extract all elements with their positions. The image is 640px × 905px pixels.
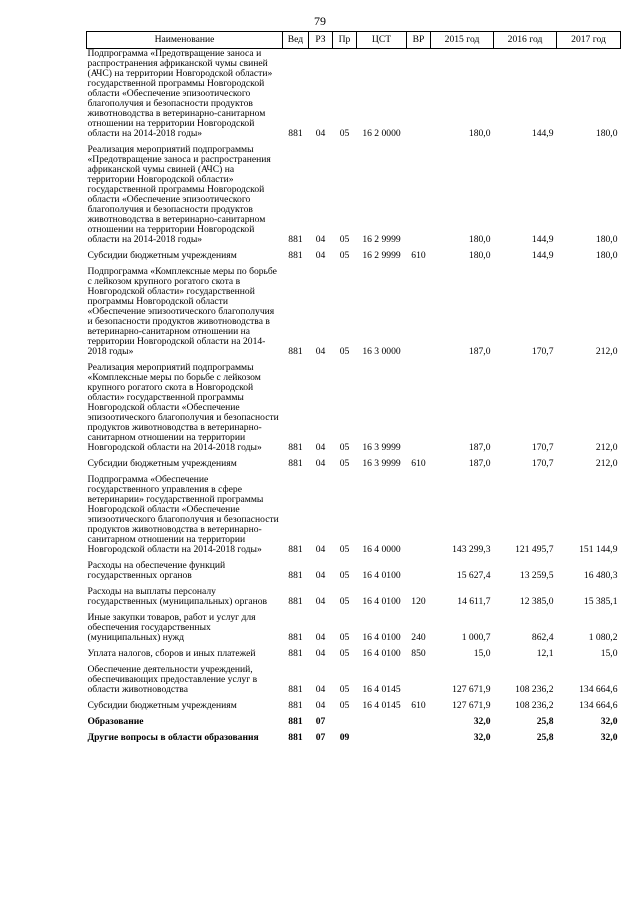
row-2016: 144,9 (531, 234, 554, 245)
row-rz: 04 (315, 128, 326, 139)
row-cst: 16 4 0100 (362, 596, 401, 607)
row-2017: 212,0 (595, 346, 618, 357)
row-vr (407, 555, 431, 581)
row-2015: 127 671,9 (452, 700, 491, 711)
row-2015: 187,0 (468, 458, 491, 469)
row-2016: 144,9 (531, 128, 554, 139)
row-2016: 144,9 (531, 250, 554, 261)
row-pr: 05 (339, 234, 350, 245)
row-2015: 187,0 (468, 442, 491, 453)
row-cst: 16 4 0145 (362, 684, 401, 695)
table-row (87, 659, 621, 695)
row-vr (407, 139, 431, 245)
row-rz: 07 (315, 716, 326, 727)
row-rz: 04 (315, 684, 326, 695)
row-2017: 134 664,6 (579, 700, 618, 711)
row-2017: 1 080,2 (588, 632, 618, 643)
row-2016: 862,4 (531, 632, 554, 643)
row-vr: 240 (411, 632, 426, 643)
row-cst: 16 2 9999 (362, 250, 401, 261)
row-rz: 04 (315, 544, 326, 555)
table-row (87, 727, 621, 743)
row-name: Образование (87, 716, 144, 727)
row-pr: 05 (339, 128, 350, 139)
row-2015: 14 611,7 (457, 596, 491, 607)
row-vr (407, 727, 431, 743)
row-ved: 881 (288, 632, 303, 643)
row-vr (407, 357, 431, 453)
row-name: Расходы на выплаты персоналу государственных (муниципальных) органов (87, 586, 268, 607)
row-2017: 16 480,3 (583, 570, 618, 581)
row-2017: 180,0 (595, 250, 618, 261)
row-pr: 09 (339, 732, 350, 743)
row-cst: 16 4 0000 (362, 544, 401, 555)
row-pr (333, 711, 357, 727)
row-name: Реализация мероприятий подпрограммы «Предотвращение заноса и распространения африканской чумы свиней (АЧС) на территории Новгородской области» государственной программы Новгородской области «Обеспечение эпизоотического благополучия и безопасности продуктов животноводства в ветеринарно-санитарном отношении на территории Новгородской области на 2014-2018 годы» (87, 144, 271, 245)
row-2017: 212,0 (595, 458, 618, 469)
header-ved: Вед (283, 32, 309, 49)
row-cst: 16 3 9999 (362, 442, 401, 453)
row-ved: 881 (288, 716, 303, 727)
row-vr (407, 49, 431, 140)
row-2017: 15 385,1 (583, 596, 618, 607)
row-2017: 134 664,6 (579, 684, 618, 695)
row-cst (357, 727, 407, 743)
table-row (87, 49, 621, 140)
budget-table (86, 31, 621, 743)
row-cst: 16 4 0100 (362, 648, 401, 659)
table-row (87, 139, 621, 245)
row-2015: 15 627,4 (456, 570, 491, 581)
table-row (87, 555, 621, 581)
row-vr (407, 261, 431, 357)
header-rz: РЗ (309, 32, 333, 49)
row-ved: 881 (288, 700, 303, 711)
row-name: Субсидии бюджетным учреждениям (87, 250, 237, 261)
row-vr (407, 469, 431, 555)
row-2017: 180,0 (595, 128, 618, 139)
row-2016: 12 385,0 (519, 596, 554, 607)
row-cst: 16 2 0000 (362, 128, 401, 139)
row-2016: 108 236,2 (515, 684, 554, 695)
row-name: Субсидии бюджетным учреждениям (87, 458, 237, 469)
row-2015: 143 299,3 (452, 544, 491, 555)
row-2015: 127 671,9 (452, 684, 491, 695)
row-vr: 850 (411, 648, 426, 659)
row-ved: 881 (288, 250, 303, 261)
row-name: Обеспечение деятельности учреждений, обеспечивающих предоставление услуг в области животноводства (87, 664, 258, 695)
table-header-row (87, 32, 621, 49)
row-ved: 881 (288, 544, 303, 555)
row-2015: 15,0 (473, 648, 491, 659)
row-pr: 05 (339, 250, 350, 261)
header-vr: ВР (407, 32, 431, 49)
row-rz: 04 (315, 442, 326, 453)
row-ved: 881 (288, 458, 303, 469)
row-name: Субсидии бюджетным учреждениям (87, 700, 237, 711)
row-cst: 16 4 0145 (362, 700, 401, 711)
row-name: Подпрограмма «Комплексные меры по борьбе с лейкозом крупного рогатого скота в Новгородской области» государственной программы Новгородской области «Обеспечение эпизоотического благополучия и безопасности продуктов животноводства в ветеринарно-санитарном отношении на территории Новгородской области на 2014-2018 годы» (87, 266, 277, 357)
row-rz: 04 (315, 648, 326, 659)
row-pr: 05 (339, 346, 350, 357)
row-name: Другие вопросы в области образования (87, 732, 259, 743)
row-cst: 16 4 0100 (362, 632, 401, 643)
table-body (87, 49, 621, 744)
row-name: Подпрограмма «Обеспечение государственного управления в сфере ветеринарии» государственной программы Новгородской области «Обеспечение эпизоотического благополучия и безопасности продуктов животноводства в ветеринарно-санитарном отношении на территории Новгородской области на 2014-2018 годы» (87, 474, 279, 555)
row-pr: 05 (339, 684, 350, 695)
row-vr: 610 (411, 250, 426, 261)
row-pr: 05 (339, 632, 350, 643)
table-row (87, 581, 621, 607)
row-vr: 610 (411, 700, 426, 711)
table-row (87, 357, 621, 453)
row-rz: 04 (315, 596, 326, 607)
row-2016: 170,7 (531, 458, 554, 469)
row-rz: 04 (315, 250, 326, 261)
header-cst: ЦСТ (357, 32, 407, 49)
row-rz: 04 (315, 458, 326, 469)
row-rz: 04 (315, 700, 326, 711)
row-2016: 121 495,7 (515, 544, 554, 555)
row-name: Реализация мероприятий подпрограммы «Комплексные меры по борьбе с лейкозом крупного рогатого скота в Новгородской области» государственной программы Новгородской области «Обеспечение эпизоотического благополучия и безопасности продуктов животноводства в ветеринарно-санитарном отношении на территории Новгородской области на 2014-2018 годы» (87, 362, 279, 453)
row-ved: 881 (288, 234, 303, 245)
header-name: Наименование (87, 32, 283, 49)
row-cst: 16 2 9999 (362, 234, 401, 245)
row-pr: 05 (339, 700, 350, 711)
row-ved: 881 (288, 732, 303, 743)
row-2016: 25,8 (536, 732, 554, 743)
table-row (87, 711, 621, 727)
row-2016: 12,1 (536, 648, 554, 659)
row-2015: 180,0 (468, 128, 491, 139)
row-rz: 04 (315, 632, 326, 643)
row-2015: 32,0 (473, 716, 491, 727)
row-2016: 170,7 (531, 346, 554, 357)
table-row (87, 643, 621, 659)
row-2015: 180,0 (468, 234, 491, 245)
row-cst: 16 3 9999 (362, 458, 401, 469)
row-ved: 881 (288, 648, 303, 659)
row-cst: 16 3 0000 (362, 346, 401, 357)
row-pr: 05 (339, 570, 350, 581)
table-row (87, 695, 621, 711)
row-cst: 16 4 0100 (362, 570, 401, 581)
row-name: Уплата налогов, сборов и иных платежей (87, 648, 256, 659)
row-pr: 05 (339, 648, 350, 659)
row-ved: 881 (288, 684, 303, 695)
row-ved: 881 (288, 570, 303, 581)
row-name: Иные закупки товаров, работ и услуг для обеспечения государственных (муниципальных) нужд (87, 612, 256, 643)
row-2017: 151 144,9 (579, 544, 618, 555)
row-ved: 881 (288, 596, 303, 607)
row-pr: 05 (339, 458, 350, 469)
table-row (87, 453, 621, 469)
row-2017: 32,0 (600, 716, 618, 727)
table-row (87, 469, 621, 555)
row-2016: 25,8 (536, 716, 554, 727)
row-2016: 13 259,5 (519, 570, 554, 581)
row-2017: 212,0 (595, 442, 618, 453)
row-ved: 881 (288, 128, 303, 139)
row-vr: 120 (411, 596, 426, 607)
row-2015: 187,0 (468, 346, 491, 357)
row-vr: 610 (411, 458, 426, 469)
row-ved: 881 (288, 346, 303, 357)
row-vr (407, 659, 431, 695)
row-rz: 07 (315, 732, 326, 743)
header-2015: 2015 год (431, 32, 494, 49)
row-pr: 05 (339, 596, 350, 607)
row-vr (407, 711, 431, 727)
row-2016: 170,7 (531, 442, 554, 453)
table-row (87, 261, 621, 357)
row-2016: 108 236,2 (515, 700, 554, 711)
header-2017: 2017 год (557, 32, 621, 49)
row-2017: 180,0 (595, 234, 618, 245)
header-2016: 2016 год (494, 32, 557, 49)
row-name: Расходы на обеспечение функций государственных органов (87, 560, 226, 581)
row-2017: 32,0 (600, 732, 618, 743)
row-2015: 1 000,7 (461, 632, 491, 643)
row-cst (357, 711, 407, 727)
table-row (87, 245, 621, 261)
row-rz: 04 (315, 570, 326, 581)
row-rz: 04 (315, 234, 326, 245)
row-2017: 15,0 (600, 648, 618, 659)
row-2015: 32,0 (473, 732, 491, 743)
row-name: Подпрограмма «Предотвращение заноса и распространения африканской чумы свиней (АЧС) на территории Новгородской области» государственной программы Новгородской области «Обеспечение эпизоотического благополучия и безопасности продуктов животноводства в ветеринарно-санитарном отношении на территории Новгородской области на 2014-2018 годы» (87, 48, 273, 139)
row-pr: 05 (339, 442, 350, 453)
row-pr: 05 (339, 544, 350, 555)
table-row (87, 607, 621, 643)
row-rz: 04 (315, 346, 326, 357)
header-pr: Пр (333, 32, 357, 49)
row-ved: 881 (288, 442, 303, 453)
row-2015: 180,0 (468, 250, 491, 261)
page-number: 79 (314, 14, 326, 28)
